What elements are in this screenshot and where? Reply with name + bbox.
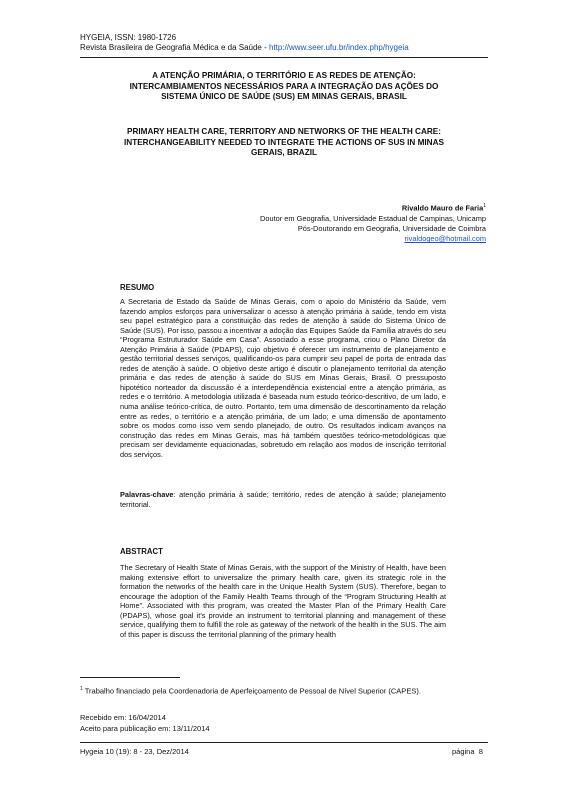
title-portuguese bbox=[80, 71, 488, 103]
author-block bbox=[160, 201, 486, 244]
header-divider bbox=[80, 57, 488, 58]
received-date: Recebido em: 16/04/2014 bbox=[80, 713, 166, 722]
resumo-heading: RESUMO bbox=[120, 283, 155, 292]
title-en-line: GERAIS, BRAZIL bbox=[251, 148, 317, 158]
author-name: Rivaldo Mauro de Faria bbox=[401, 203, 484, 213]
page-number: página 8 bbox=[452, 747, 483, 756]
author-email-link[interactable]: rivaldogeo@hotmail.com bbox=[404, 234, 486, 244]
author-footnote-mark: 1 bbox=[483, 203, 486, 209]
author-name-line bbox=[160, 201, 486, 214]
title-pt-line: SISTEMA ÚNICO DE SAÚDE (SUS) EM MINAS GERAIS, BRASIL bbox=[161, 92, 407, 102]
title-pt-line: A ATENÇÃO PRIMÁRIA, O TERRITÓRIO E AS REDES DE ATENÇÃO: bbox=[152, 71, 416, 80]
keywords-text: : atenção primária à saúde; território, redes de atenção à saúde; planejamento territorial. bbox=[120, 490, 446, 509]
resumo-keywords bbox=[120, 490, 446, 509]
footnote bbox=[80, 684, 500, 697]
resumo-text: A Secretaria de Estado da Saúde de Minas Gerais, com o apoio do Ministério da Saúde, vem fazendo amplos esforços para universalizar o acesso à atenção primária à saúde, tendo em vista seu papel estratégico para a constituição das redes de atenção à saúde do Sistema Único de Saúde (SUS). Por isso, passou a incentivar a adoção das Equipes Saúde da Família através do seu “Programa Estruturador Saúde em Casa”. Associado a esse programa, criou o Plano Diretor da Atenção Primária à Saúde (PDAPS), cujo objetivo é oferecer um instrumento de planejamento e gestão territorial desses serviços, qualificando-os para cumprir seu papel de porta de entrada das redes de atenção à saúde. O objetivo deste artigo é discutir o planejamento territorial da atenção primária e das redes de atenção à saúde do SUS em Minas Gerais, Brasil. O pressuposto hipotético norteador da discussão é a interdependência existencial entre a atenção primária, as redes e o território. A metodologia utilizada é baseada num estudo teórico-descritivo, de um lado, e numa análise teórico-crítica, de outro. Portanto, tem uma dimensão de descortinamento da relação entre as redes, o território e a atenção primária, de um lado; e uma dimensão de apontamento sobre os modos como isso vem sendo planejado, de outro. Os resultados indicam avanços na construção das redes em Minas Gerais, mas há também questões teórico-metodológicas que precisam ser devidamente equacionadas, sobretudo em relação aos modos de inscrição territorial dos serviços. bbox=[120, 297, 446, 459]
footnote-mark: 1 bbox=[80, 686, 83, 692]
accepted-date: Aceito para publicação em: 13/11/2014 bbox=[80, 723, 210, 733]
journal-issn: HYGEIA, ISSN: 1980-1726 bbox=[80, 33, 177, 42]
title-pt-line: INTERCAMBIAMENTOS NECESSÁRIOS PARA A INTEGRAÇÃO DAS AÇÕES DO bbox=[129, 81, 439, 91]
journal-url-link[interactable]: http://www.seer.ufu.br/index.php/hygeia bbox=[269, 43, 409, 52]
footer-divider bbox=[80, 742, 488, 743]
submission-dates bbox=[80, 713, 210, 734]
abstract-text: The Secretary of Health State of Minas Gerais, with the support of the Ministry of Health, have been making extensive effort to universalize the primary health care, given its strategic role in the formation the networks of the health care in the Unique Health System (SUS). Therefore, began to encourage the adoption of the Family Health Teams through of the “Program Structuring Health at Home”. Associated with this program, was created the Master Plan of the Primary Health Care (PDAPS), whose goal it's provide an instrument to territorial planning and management of these service, qualifying them to fulfill the role as gateway of the network of the health in the SUS. The aim of this paper is discuss the territorial planning of the primary health bbox=[120, 563, 446, 639]
footnote-divider bbox=[80, 677, 180, 678]
keywords-label: Palavras-chave bbox=[120, 490, 174, 499]
author-affiliation-2: Pós-Doutorando em Geografia, Universidade de Coimbra bbox=[297, 223, 486, 233]
author-affiliation-1: Doutor em Geografia, Universidade Estadual de Campinas, Unicamp bbox=[260, 213, 486, 223]
journal-name: Revista Brasileira de Geografia Médica e da Saúde - bbox=[80, 43, 269, 52]
footnote-text: Trabalho financiado pela Coordenadoria de Aperfeiçoamento de Pessoal de Nível Superior (CAPES). bbox=[82, 686, 421, 696]
title-en-line: INTERCHANGEABILITY NEEDED TO INTEGRATE THE ACTIONS OF SUS IN MINAS bbox=[124, 137, 444, 147]
journal-header bbox=[80, 33, 409, 53]
abstract-heading: ABSTRACT bbox=[120, 547, 163, 556]
title-en-line: PRIMARY HEALTH CARE, TERRITORY AND NETWORKS OF THE HEALTH CARE: bbox=[126, 127, 441, 136]
journal-line bbox=[80, 43, 409, 53]
title-english bbox=[80, 127, 488, 159]
footer-citation: Hygeia 10 (19): 8 - 23, Dez/2014 bbox=[80, 747, 189, 756]
